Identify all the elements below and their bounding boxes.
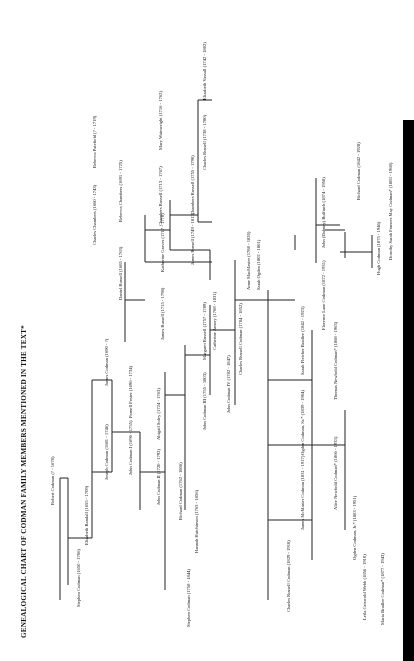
person-leila-griswold: Leila Griswold Webb (1856 - 1910) <box>362 554 367 620</box>
person-james-codman: James Codman (1690 - ?) <box>104 338 109 386</box>
person-alice-newbold-codman: Alice Newbold Codman* (1866 - 1933) <box>333 436 338 510</box>
person-john-codman-ii: John Codman II (1720 - 1792) <box>156 448 161 505</box>
person-mary-wainwright: Mary Wainwright (1716 - 1762) <box>158 91 163 150</box>
person-robert-codman: Robert Codman (? - 1678) <box>50 456 55 505</box>
person-stephen-codman-2: Stephen Codman (1758 - 1844) <box>186 569 191 627</box>
person-ogden-codman-jr: Ogden Codman, Jr.* (1863 - 1951) <box>352 495 357 560</box>
person-joseph-codman: Joseph Codman (1681 - 1746) <box>104 424 109 480</box>
person-chambers-russell-2: Chambers Russell (1755 - 1790) <box>190 155 195 215</box>
people-labels <box>50 42 393 627</box>
person-florence-codman: Florence Lane Codman (1872 - 1931) <box>321 260 326 330</box>
person-stephen-codman: Stephen Codman (1650 - 1706) <box>76 549 81 607</box>
person-abigail-soley: Abigail Soley (1724 - 1763) <box>156 388 161 440</box>
person-john-codman-i: John Codman I (1696 - 1755) <box>128 420 133 475</box>
person-charles-russell-codman-2: Charles Russell Codman (1829 - 1918) <box>286 540 291 612</box>
person-charles-russell-codman: Charles Russell Codman (1784 - 1852) <box>238 303 243 375</box>
person-sarah-bradlee: Sarah Fletcher Bradlee (1842 - 1923) <box>300 306 305 375</box>
person-ogden-codman-sr: Ogden Codman, Sr.* (1839 - 1904) <box>300 390 305 455</box>
person-dorothy-codman: Dorothy Sarah Frances May Codman* (1883 - 1968) <box>388 162 393 260</box>
person-james-russell: James Russell (1715 - 1798) <box>160 287 165 340</box>
person-catherine-amory: Catherine Amory (1768 - 1831) <box>212 291 217 350</box>
person-rebecca-chambers: Rebecca Chambers (1691 - 1725) <box>118 160 123 222</box>
person-anne-macmaster: Anne MacMaster (1788 - 1820) <box>246 231 251 290</box>
person-chambers-russell: Chambers Russell (1713 - 1767) <box>158 166 163 226</box>
person-elizabeth-vassall: Elizabeth Vassall (1742 - 1802) <box>202 42 207 100</box>
person-thomas-newbold-codman: Thomas Newbold Codman* (1868 - 1963) <box>333 321 338 400</box>
person-hugh-codman: Hugh Codman (1875 - 1946) <box>376 221 381 275</box>
person-james-mcmaster-codman: James McMaster Codman (1831 - 1917) <box>300 455 305 530</box>
person-charles-chambers: Charles Chambers (1660 - 1743) <box>92 184 97 245</box>
person-maria-bradlee-codman: Maria Bradlee Codman* (1877 - 1943) <box>380 553 385 625</box>
person-john-codman-iv: John Codman IV (1782 - 1847) <box>226 355 231 413</box>
chart-title: GENEALOGICAL CHART OF CODMAN FAMILY MEMBERS MENTIONED IN THE TEXT* <box>20 325 28 638</box>
person-elizabeth-randall: Elizabeth Randall (1655 - 1709) <box>84 485 89 545</box>
person-richard-codman: Richard Codman (1762 - 1806) <box>178 462 183 520</box>
person-richard-codman-2: Richard Codman (1842 - 1928) <box>356 142 361 200</box>
person-parnell-foster: Parnell Foster (1696 - 1734) <box>128 365 133 418</box>
person-john-codman-iii: John Codman III (1755 - 1803) <box>202 372 207 430</box>
page-edge-shadow <box>403 120 414 661</box>
person-margaret-russell: Margaret Russell (1757 - 1789) <box>202 302 207 360</box>
person-john-bulfinch: John (Dabney) Bulfinch (1874 - 1958) <box>321 177 326 248</box>
person-daniel-russell: Daniel Russell (1685 - 1763) <box>118 246 123 300</box>
person-katherine-graves: Katherine Graves (1717 - 1778) <box>160 213 165 272</box>
person-charles-russell: Charles Russell (1738 - 1780) <box>202 114 207 170</box>
person-james-russell-2: James Russell (1749 - 1813) <box>190 212 195 265</box>
person-hannah-hutchinson: Hannah Hutchinson (1763 - 1856) <box>194 489 199 553</box>
person-rebecca-patefield: Rebecca Patefield (? - 1719) <box>92 115 97 168</box>
person-sarah-ogden: Sarah Ogden (1802 - 1861) <box>256 239 261 290</box>
